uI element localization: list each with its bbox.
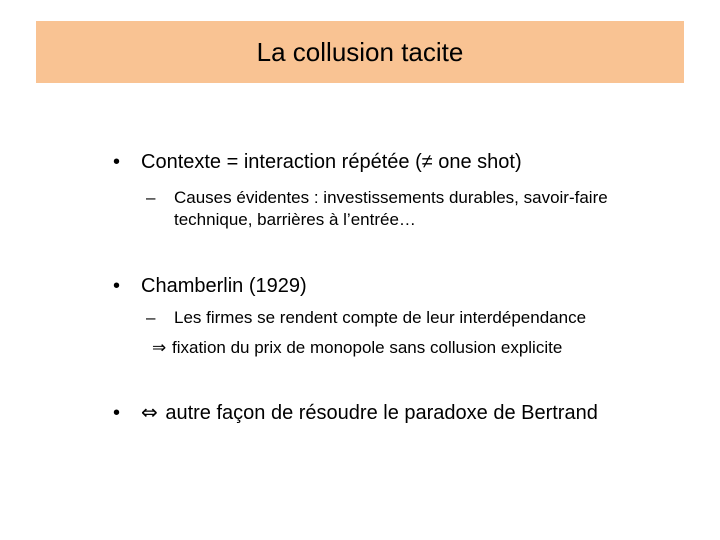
bullet-marker: • [113,402,121,424]
sub-bullet-marker: – [146,188,156,207]
bullet-text: autre façon de résoudre le paradoxe de Bertrand [165,402,598,424]
bullet-bertrand [113,400,598,425]
bullet-chamberlin [113,274,307,298]
slide-title: La collusion tacite [256,37,464,67]
sub-bullet-line1: fixation du prix de monopole sans collusion explicite [172,338,563,357]
title-bar [36,21,684,83]
implies-arrow-icon: ⇒ [152,338,167,357]
sub-bullet-fixation [152,337,692,359]
sub-bullet-line2: technique, barrières à l’entrée… [174,210,416,229]
bullet-contexte [113,150,522,174]
sub-bullet-causes [146,187,686,231]
sub-bullet-firmes [146,307,686,329]
double-arrow-icon: ⇔ [141,400,158,424]
sub-bullet-line1: Causes évidentes : investissements durables, savoir-faire [174,188,608,207]
bullet-text: Contexte = interaction répétée (≠ one shot) [141,151,522,173]
sub-bullet-marker: – [146,308,156,327]
bullet-marker: • [113,151,121,173]
sub-bullet-line1: Les firmes se rendent compte de leur interdépendance [174,308,587,327]
bullet-text: Chamberlin (1929) [141,275,307,297]
bullet-marker: • [113,275,121,297]
